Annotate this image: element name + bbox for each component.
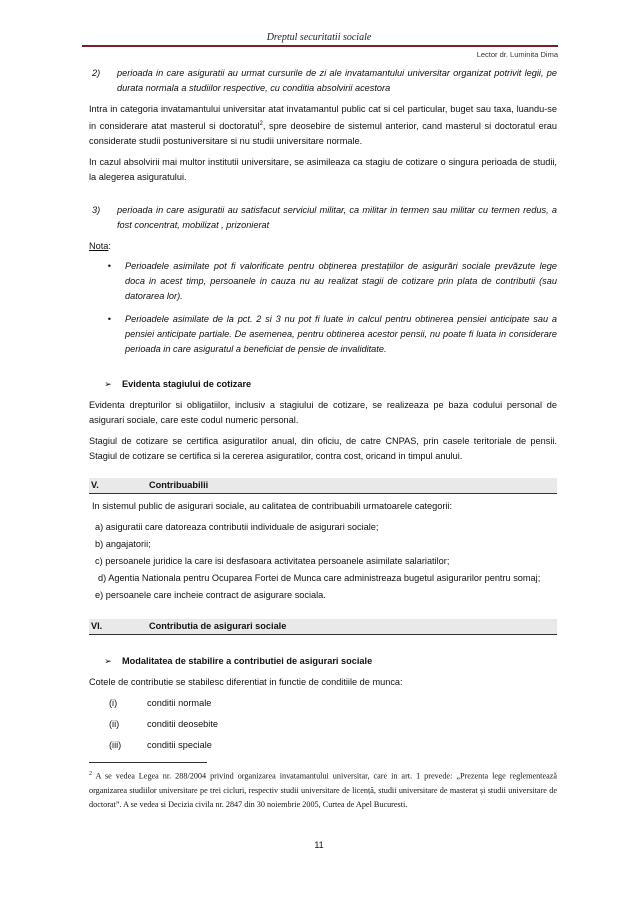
section-title: Contributia de asigurari sociale <box>149 621 287 632</box>
item-number: 2) <box>92 68 101 78</box>
list-item: e) persoanele care incheie contract de asigurare sociala. <box>95 590 326 601</box>
footnote <box>89 767 557 812</box>
list-item-3 <box>89 203 557 233</box>
paragraph-cote: Cotele de contributie se stabilesc diferentiat in functie de conditiile de munca: <box>89 677 403 688</box>
list-item: c) persoanele juridice la care isi desfasoara activitatea persoanele asimilate salariatilor; <box>95 556 450 567</box>
paragraph-evidenta-1: Evidenta drepturilor si obligatiilor, inclusiv a stagiului de cotizare, se realizeaza pe baza codului personal de asigurari sociale, care este codul numeric personal. <box>89 400 557 426</box>
condition-item: (iii) conditii speciale <box>109 740 212 751</box>
bullet-icon: • <box>107 261 111 272</box>
header-title: Dreptul securitatii sociale <box>266 32 372 43</box>
contribuabili-list <box>89 520 557 603</box>
footnote-text: A se vedea Legea nr. 288/2004 privind organizarea invatamantului universitar, care in art. 1 prevede: „Prezenta lege reglementează organizarea studiilor universitare pe trei cicluri, respectiv studii universitare de licență, studii universitare de masterat și studii universitare de doctorat”. A se vedea si Decizia civila nr. 2847 din 30 noiembrie 2005, Curtea de Apel Bucuresti. <box>89 771 557 809</box>
arrow-icon: ➢ <box>104 379 112 390</box>
item-text: perioada in care asiguratii au urmat cursurile de zi ale invatamantului universitar organizat potrivit legii, pe durata normala a studiilor respective, cu conditia absolvirii acestora <box>117 68 557 93</box>
list-item-2 <box>89 66 557 96</box>
condition-item: (ii) conditii deosebite <box>109 719 218 730</box>
list-item: d) Agentia Nationala pentru Ocuparea Fortei de Munca care administreaza bugetul asigurarilor pentru somaj; <box>98 573 541 584</box>
section-heading-vi <box>89 619 557 635</box>
section-number: VI. <box>91 621 103 632</box>
nota-bullet: • Perioadele asimilate pot fi valorificate pentru obținerea prestațiilor de asigurări sociale prevăzute lege doca in acest timp, persoanele in cauza nu au realizat stagii de cotizare prin plata de contributii (sau datorarea lor). <box>89 259 557 304</box>
item-number: 3) <box>92 205 101 216</box>
header-rule <box>82 45 558 47</box>
nota-label: Nota: <box>89 241 111 252</box>
page-content <box>89 66 557 759</box>
section-title: Contribuabilii <box>149 480 209 491</box>
bullet-icon: • <box>107 314 111 325</box>
paragraph-contribuabili: In sistemul public de asigurari sociale, au calitatea de contribuabili urmatoarele categorii: <box>92 501 453 512</box>
paragraph-absolvire: In cazul absolvirii mai multor institutii universitare, se asimileaza ca stagiu de cotizare o singura perioada de studii, la alegerea asiguratului. <box>89 157 557 183</box>
list-item: b) angajatorii; <box>95 539 151 550</box>
section-heading-v <box>89 478 557 494</box>
nota-bullet: • Perioadele asimilate de la pct. 2 si 3 nu pot fi luate in calcul pentru obtinerea pensiei anticipate sau a pensiei anticipate partiale. De asemenea, pentru obtinerea acestor pensii, nu poate fi luata in considerare perioada in care asiguratul a beneficiat de pensie de invaliditate. <box>89 312 557 357</box>
condition-item: (i) conditii normale <box>109 698 212 709</box>
list-item: a) asiguratii care datoreaza contributii individuale de asigurari sociale; <box>95 522 379 533</box>
header-author: Lector dr. Luminita Dima <box>476 50 558 59</box>
paragraph-evidenta-2: Stagiul de cotizare se certifica asiguratilor anual, din oficiu, de catre CNPAS, prin casele teritoriale de pensii. Stagiul de cotizare se certifica si la cererea asiguratilor, contra cost, oricand in timpul anului. <box>89 436 557 462</box>
heading-modalitatea: ➢ Modalitatea de stabilire a contributiei de asigurari sociale <box>89 654 557 669</box>
item-text: perioada in care asiguratii au satisfacut serviciul militar, ca militar in termen sau militar cu termen redus, a fost concentrat, mobilizat , prizonierat <box>117 205 557 231</box>
footnote-number: 2 <box>89 771 92 777</box>
paragraph-universitar: Intra in categoria invatamantului universitar atat invatamantul public cat si cel particular, buget sau taxa, luandu-se in considerare atat masterul si doctoratul$^2$, spre deosebire de sistemul anterior, cand masterul si doctoratul erau considerate studii postuniversitare si nu studii universitare normale. <box>89 104 557 147</box>
footnote-ref[interactable]: 2 <box>259 121 263 127</box>
footnote-separator <box>89 762 207 763</box>
page-number: 11 <box>314 840 324 850</box>
arrow-icon: ➢ <box>104 656 112 667</box>
section-number: V. <box>91 480 99 491</box>
heading-evidenta: ➢ Evidenta stagiului de cotizare <box>89 377 557 392</box>
